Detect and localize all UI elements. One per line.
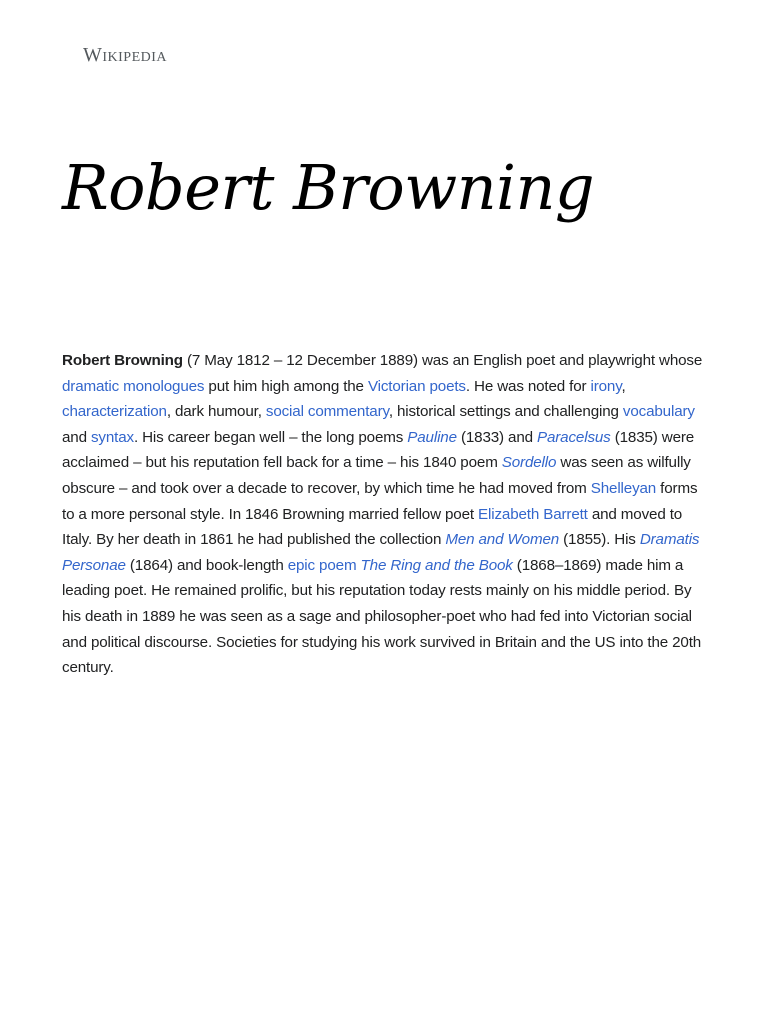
wikipedia-logo[interactable]: Wikipedia xyxy=(83,44,168,66)
link-shelleyan[interactable]: Shelleyan xyxy=(590,479,657,497)
text: (1868–1869) made him a leading poet. He remained prolific, but his reputation today rests mainly on his middle period. By his death in 1889 he was seen as a sage and philosopher-poet who had fed into Victorian social and political discourse. Societies for studying his work survived in Britain and the US into the 20th century. xyxy=(62,556,702,677)
link-social-commentary[interactable]: social commentary xyxy=(265,403,389,421)
link-elizabeth-barrett[interactable]: Elizabeth Barrett xyxy=(478,505,588,523)
link-characterization[interactable]: characterization xyxy=(62,403,167,421)
text: (1864) and book-length xyxy=(125,556,288,574)
link-epic-poem[interactable]: epic poem xyxy=(287,556,357,574)
link-vocabulary[interactable]: vocabulary xyxy=(622,403,695,421)
link-syntax[interactable]: syntax xyxy=(90,428,134,446)
lead-paragraph xyxy=(62,348,712,681)
link-sordello[interactable]: Sordello xyxy=(501,454,557,472)
link-pauline[interactable]: Pauline xyxy=(407,428,457,446)
text: was seen as wilfully obscure – and took over a decade to recover, by which time he had moved from xyxy=(62,454,691,497)
link-paracelsus[interactable]: Paracelsus xyxy=(537,428,611,446)
link-dramatis-personae[interactable]: Dramatis Personae xyxy=(62,531,700,574)
page-title: Robert Browning xyxy=(62,151,595,224)
article-body xyxy=(62,348,712,681)
text: , historical settings and challenging xyxy=(388,403,623,421)
text: , xyxy=(621,377,626,395)
text: (1855). His xyxy=(559,531,640,549)
text: and moved to Italy. By her death in 1861 he had published the collection xyxy=(62,505,683,549)
text: (1833) and xyxy=(456,428,537,446)
text: , dark humour, xyxy=(166,403,266,421)
text: . His career began well – the long poems xyxy=(133,428,408,446)
text: . He was noted for xyxy=(465,377,591,395)
text: (1835) were acclaimed – but his reputation fell back for a time – his 1840 poem xyxy=(62,428,695,472)
subject-name: Robert Browning xyxy=(62,352,183,369)
text: forms to a more personal style. In 1846 Browning married fellow poet xyxy=(62,479,698,523)
text: put him high among the xyxy=(204,377,368,395)
text: (7 May 1812 – 12 December 1889) was an English poet and playwright whose xyxy=(182,352,703,369)
link-victorian-poets[interactable]: Victorian poets xyxy=(367,377,466,395)
link-dramatic-monologues[interactable]: dramatic monologues xyxy=(62,377,205,395)
text: and xyxy=(62,428,91,446)
link-irony[interactable]: irony xyxy=(590,377,622,395)
link-the-ring-and-the-book[interactable]: The Ring and the Book xyxy=(360,556,513,574)
link-men-and-women[interactable]: Men and Women xyxy=(445,531,560,549)
